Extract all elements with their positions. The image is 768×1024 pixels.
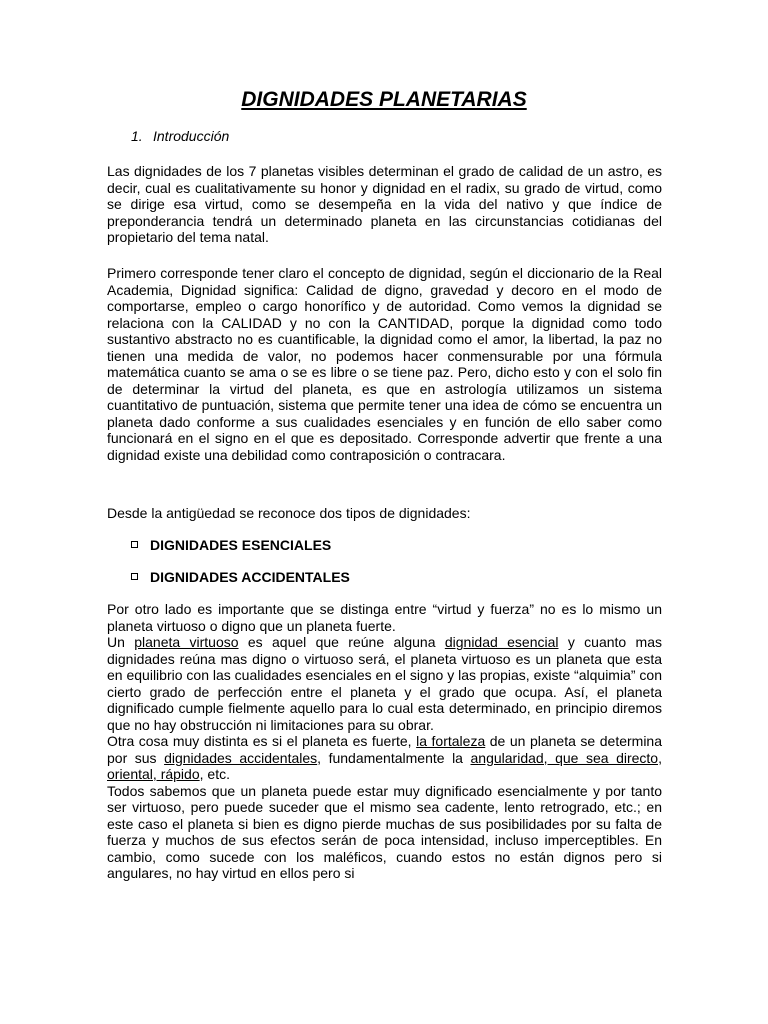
square-bullet-icon — [131, 541, 138, 548]
section-heading — [131, 128, 229, 144]
closing-paragraph: Todos sabemos que un planeta puede estar muy dignificado esencialmente y por tanto ser virtuoso, pero puede suceder que el mismo sea cadente, lento retrogrado, etc.; en este caso el planeta si bien es digno pierde muchas de sus posibilidades por su falta de fuerza y muchos de sus efectos serán de poca intensidad, incluso imperceptibles. En cambio, como sucede con los maléficos, cuando estos no están dignos pero si angulares, no hay virtud en ellos pero si — [107, 782, 662, 881]
text-run: y cuanto mas dignidades reúna mas digno o virtuoso será, el planeta virtuoso es un planeta que esta en equilibrio con las cualidades esenciales en el signo y las propias, existe “alquimia” con cierto grado de perfección entre el planeta y el grado que ocupa. Así, el planeta dignificado cumple fielmente aquello para lo cual esta determinado, en principio diremos que no hay obstrucción ni limitaciones para su obrar. — [107, 634, 663, 733]
text-run: , fundamentalmente la — [317, 749, 471, 766]
list-item — [131, 569, 350, 601]
underlined-term: la fortaleza — [416, 733, 486, 749]
intro-paragraph: Las dignidades de los 7 planetas visibles determinan el grado de calidad de un astro, es decir, cual es cualitativamente su honor y dignidad en el radix, su grado de virtud, como se dirige esa virtud, como se desempeña en la vida del nativo y que índice de preponderancia tendrá un determinado planeta en las circunstancias cotidianas del propietario del tema natal. — [107, 163, 662, 245]
underlined-term: angularidad, que sea directo, oriental, rápido — [107, 749, 662, 782]
strong-planet-paragraph — [107, 733, 662, 783]
list-item-label: DIGNIDADES ESENCIALES — [150, 537, 332, 553]
section-label: Introducción — [153, 128, 230, 144]
types-intro-paragraph: Desde la antigüedad se reconoce dos tipos de dignidades: — [107, 505, 471, 521]
virtue-strength-block — [107, 601, 662, 882]
underlined-term: dignidad esencial — [444, 634, 559, 650]
definition-paragraph-block — [107, 265, 662, 463]
list-item-label: DIGNIDADES ACCIDENTALES — [150, 569, 350, 585]
list-item — [131, 537, 350, 569]
underlined-term: dignidades accidentales — [164, 749, 318, 766]
underlined-term: planeta virtuoso — [134, 634, 239, 650]
dignity-types-list — [131, 537, 350, 601]
text-run: Un — [107, 634, 135, 650]
text-run: de un planeta se determina por sus — [107, 733, 662, 766]
text-run: es aquel que reúne alguna — [238, 634, 445, 650]
virtuous-planet-paragraph — [107, 634, 662, 733]
square-bullet-icon — [131, 573, 138, 580]
text-run: , etc. — [199, 766, 230, 782]
types-intro-block — [107, 505, 662, 522]
text-run: Otra cosa muy distinta es si el planeta es fuerte, — [107, 733, 417, 749]
document-title: DIGNIDADES PLANETARIAS — [241, 88, 527, 111]
section-number: 1. — [131, 128, 143, 144]
virtue-vs-strength-paragraph: Por otro lado es importante que se distinga entre “virtud y fuerza” no es lo mismo un planeta virtuoso o digno que un planeta fuerte. — [107, 601, 662, 634]
intro-paragraph-block — [107, 163, 662, 246]
definition-paragraph: Primero corresponde tener claro el concepto de dignidad, según el diccionario de la Real Academia, Dignidad significa: Calidad de digno, gravedad y decoro en el modo de comportarse, empleo o cargo honorífico y de autoridad. Como vemos la dignidad se relaciona con la CALIDAD y no con la CANTIDAD, porque la dignidad como todo sustantivo abstracto no es cuantificable, la dignidad como el amor, la libertad, la paz no tienen una medida de valor, no podemos hacer conmensurable por una fórmula matemática cuanto se ama o se es libre o se tiene paz. Pero, dicho esto y con el solo fin de determinar la virtud del planeta, es que en astrología utilizamos un sistema cuantitativo de puntuación, sistema que permite tener una idea de cómo se encuentra un planeta dado conforme a sus cualidades esenciales y en función de ello saber como funcionará en el signo en el que es depositado. Corresponde advertir que frente a una dignidad existe una debilidad como contraposición o contracara. — [107, 265, 662, 463]
